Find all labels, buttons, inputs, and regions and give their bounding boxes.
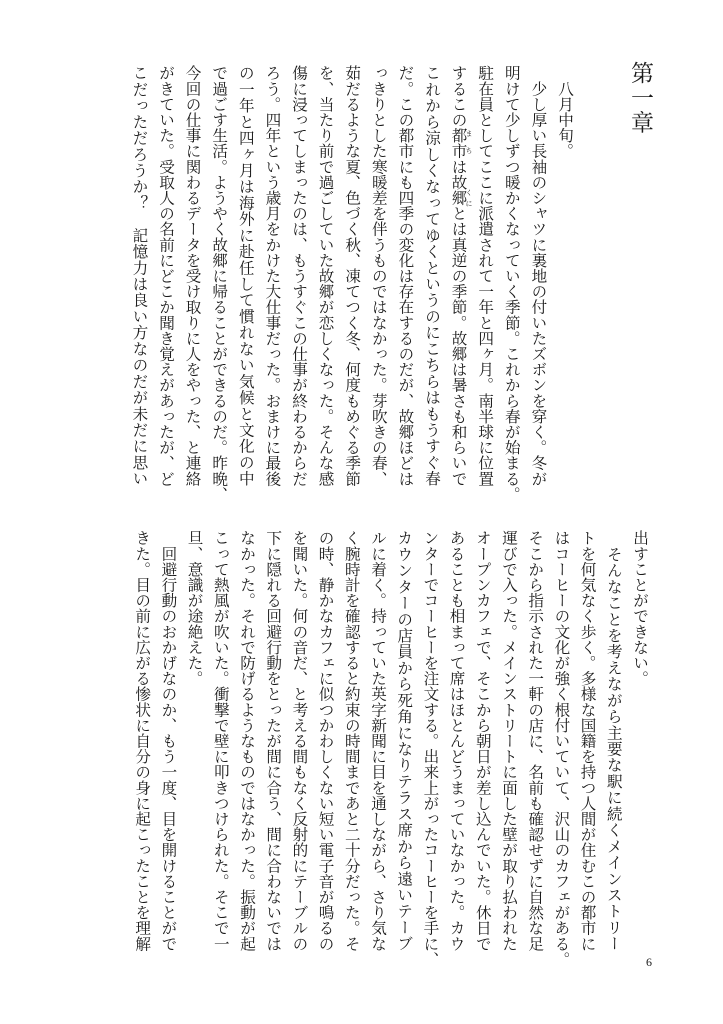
text-column: っきりとした寒暖差を伴うものではなかった。芽吹きの春、	[369, 65, 388, 487]
page-number: 6	[646, 955, 652, 969]
text-column: こって熱風が吹いた。衝撃で壁に叩きつけられた。そこで一	[211, 530, 230, 952]
text-column: で過ごす生活。ようやく故郷に帰ることができるのだ。昨晩、	[210, 65, 229, 502]
text-column: あることも相まって席はほとんどうまっていなかった。カウ	[447, 530, 466, 952]
text-column: 八月中旬。	[556, 65, 574, 159]
text-column: なかった。それで防げるようなものではなかった。振動が起	[238, 530, 256, 952]
text-column: 下に隠れる回避行動をとったが間に合う、間に合わないでは	[264, 530, 283, 952]
text-column: こだっただろうか？ 記憶力は良い方なのだが未だに思い	[130, 65, 149, 486]
text-column: の時、静かなカフェに似つかわしくない短い電子音が鳴るの	[316, 530, 335, 952]
text-column: 出すことができない。	[631, 530, 649, 686]
text-column: カウンターの店員から死角になりテラス席から遠いテーブ	[395, 530, 414, 951]
text-column-with-ruby	[446, 65, 472, 486]
text-column: 旦、意識が途絶えた。	[185, 530, 204, 686]
ruby-base: 都市	[449, 127, 468, 159]
text-segment: するこの	[449, 65, 468, 128]
text-column: きた。目の前に広がる惨状に自分の身に起こったことを理解	[133, 530, 152, 952]
text-column: 少し厚い長袖のシャツに裏地の付いたズボンを穿く。冬が	[529, 65, 548, 487]
text-column: そこから指示された一軒の店に、名前も確認せずに自然な足	[526, 530, 545, 952]
text-column: を、当たり前で過ごしていた故郷が恋しくなった。そんな感	[316, 65, 335, 487]
text-column: の一年と四ヶ月は海外に赴任して慣れない気候と文化の中	[236, 65, 255, 486]
text-column: 茹だるような夏、色づく秋、凍てつく冬、何度もめぐる季節	[343, 65, 362, 487]
text-column: はコーヒーの文化が強く根付いていて、沢山のカフェがある。	[552, 530, 571, 967]
text-column: 明けて少しずつ暖かくなっていく季節。これから春が始まる。	[502, 65, 521, 502]
text-column: オープンカフェで、そこから朝日が差し込んでいた。休日で	[473, 530, 492, 952]
chapter-title: 第一章	[627, 61, 653, 135]
text-column: ろう。四年という歳月をかけた大仕事だった。おまけに最後	[263, 65, 282, 487]
text-column: を聞いた。何の音だ、と考える間もなく反射的にテーブルの	[290, 530, 309, 952]
text-column: だ。この都市にも四季の変化は存在するのだが、故郷ほどは	[396, 65, 415, 487]
text-column: 傷に浸ってしまったのは、もうすぐこの仕事が終わるからだ	[290, 65, 308, 487]
text-segment: は	[449, 158, 468, 175]
text-column: がきていた。受取人の名前にどこか聞き覚えがあったが、ど	[157, 65, 175, 487]
text-column: 今回の仕事に関わるデータを受け取りに人をやった、と連絡	[183, 65, 202, 487]
text-column: ンターでコーヒーを注文する。出来上がったコーヒーを手に、	[421, 530, 440, 967]
text-column: 回避行動のおかげなのか、もう一度、目を開けることがで	[159, 530, 178, 952]
ruby-annotation: まち	[465, 130, 473, 164]
text-column: く腕時計を確認すると約束の時間まであと二十分だった。そ	[342, 530, 361, 952]
text-column: トを何気なく歩く。多様な国籍を持つ人間が住むこの都市に	[578, 530, 597, 952]
text-segment: とは真逆の季節。故郷は暑さも和らいで	[449, 205, 468, 487]
text-column: 駐在員としてここに派遣されて一年と四ヶ月。南半球に位置	[476, 65, 495, 487]
text-column: そんなことを考えながら主要な駅に続くメインストリー	[604, 530, 623, 951]
ruby-annotation: くに	[465, 189, 473, 211]
ruby-base: 故郷	[449, 174, 468, 206]
text-column: ルに着く。持っていた英字新聞に目を通しながら、さり気な	[369, 530, 387, 952]
text-column: 運びで入った。メインストリートに面した壁が取り払われた	[500, 530, 518, 952]
text-column: これから涼しくなってゆくというのにこちらはもうすぐ春	[423, 65, 441, 486]
